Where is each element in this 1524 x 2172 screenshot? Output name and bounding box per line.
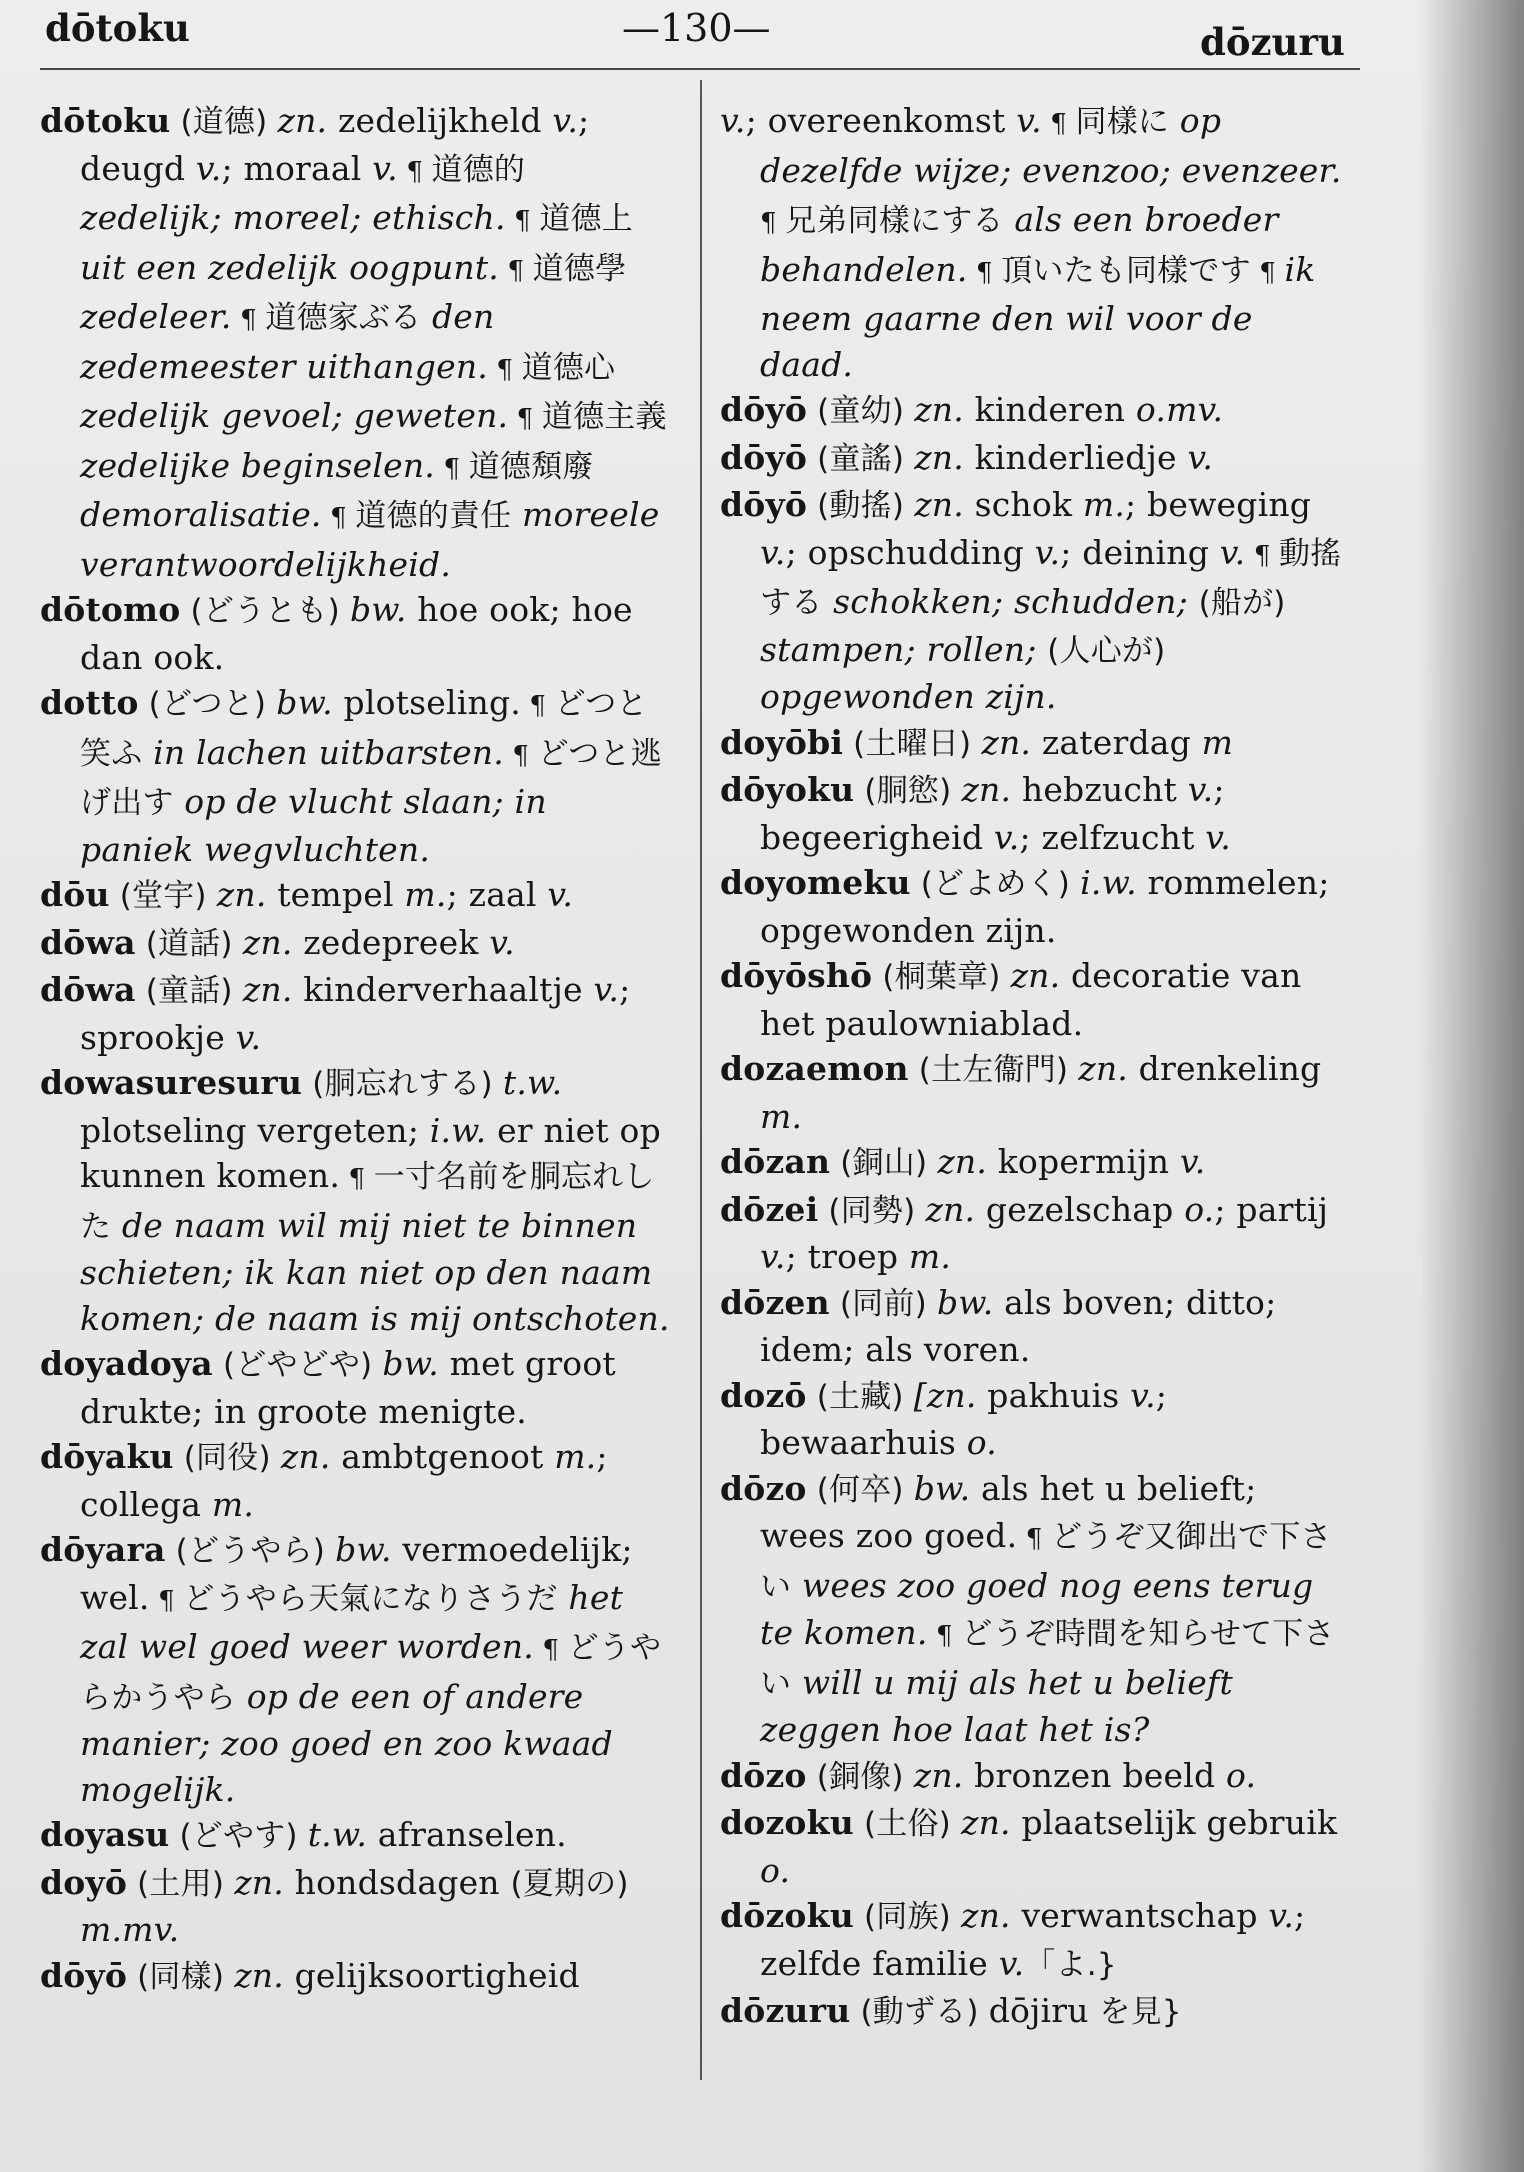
definition-text: er niet op kunnen komen. <box>80 1110 661 1195</box>
japanese-text: 一寸名前を胴忘れした <box>80 1159 655 1245</box>
headword: dōzuru <box>720 1991 851 2030</box>
definition-text: ; moraal <box>221 148 373 188</box>
example-translation: in lachen uitbarsten. <box>142 732 504 772</box>
example-translation: schokken; schudden; <box>822 582 1199 621</box>
definition-text: hondsdagen <box>283 1862 511 1902</box>
headword: doyomeku <box>720 863 911 902</box>
definition-text: zaterdag <box>1031 722 1202 762</box>
definition-text: ; zaal <box>446 875 548 914</box>
japanese-text: どうやら天氣になりさうだ <box>183 1580 558 1617</box>
japanese-text: (土曜日) <box>843 725 982 762</box>
example-translation: ik neem gaarne den wil voor de daad. <box>760 249 1316 384</box>
grammar-label: zn. <box>216 875 267 914</box>
japanese-text: (どよめく) <box>910 866 1081 902</box>
japanese-text: (どやす) <box>169 1818 308 1854</box>
dictionary-entry <box>720 482 1350 720</box>
japanese-text: どうやらかうやら <box>80 1630 662 1716</box>
dictionary-entry <box>40 1527 670 1812</box>
grammar-label: v. <box>1034 532 1061 572</box>
dictionary-entry <box>40 967 670 1060</box>
japanese-text: 道德心 <box>521 349 616 386</box>
headword: dōzen <box>720 1282 830 1322</box>
paragraph-mark: ¶ <box>520 691 555 721</box>
grammar-label: v. <box>993 817 1020 857</box>
headword: dōtoku <box>40 101 171 140</box>
grammar-label: v. <box>1187 437 1214 477</box>
headword: doyadoya <box>40 1344 213 1383</box>
running-head-right: dōzuru <box>1200 20 1345 64</box>
japanese-text: (どつと) <box>138 686 277 722</box>
definition-text: ambtgenoot <box>330 1437 555 1476</box>
definition-text: als boven; ditto; idem; als voren. <box>760 1282 1277 1369</box>
dictionary-entry <box>720 1800 1350 1893</box>
paragraph-mark: ¶ <box>505 206 540 236</box>
grammar-label: v. <box>1205 817 1231 857</box>
example-translation: zedelijk; moreel; ethisch. <box>80 198 506 237</box>
grammar-label: zn. <box>1010 956 1061 995</box>
definition-text: afranselen. <box>367 1815 567 1854</box>
grammar-label: zn. <box>961 1896 1011 1935</box>
grammar-label: v. <box>1179 1142 1206 1181</box>
dictionary-entry <box>720 1280 1350 1373</box>
paragraph-mark: ¶ <box>487 354 522 385</box>
example-translation: de naam wil mij niet te binnen schieten; ik kan niet op den naam komen; de naam is mij ontschoten. <box>80 1205 670 1338</box>
definition-text: plotseling. <box>332 683 521 722</box>
paragraph-mark: ¶ <box>503 740 538 771</box>
grammar-label: v. <box>372 148 398 188</box>
japanese-text: 道德主義 <box>541 399 667 435</box>
dictionary-entry <box>40 1953 670 2001</box>
dictionary-entry <box>40 1341 670 1434</box>
definition-text: hebzucht <box>1011 770 1188 809</box>
definition-text: ; zelfzucht <box>1019 817 1206 857</box>
japanese-text: どうぞ時間を知らせて下さい <box>760 1616 1335 1702</box>
definition-text: ; sprookje <box>80 970 631 1057</box>
japanese-text: (桐葉章) <box>872 959 1011 995</box>
grammar-label: v. <box>720 101 746 140</box>
dictionary-entry <box>40 1812 670 1860</box>
japanese-text: 道德頽廢 <box>468 448 594 485</box>
paragraph-mark: ¶ <box>231 305 266 335</box>
definition-text: drenkeling <box>1127 1049 1322 1088</box>
dictionary-entry <box>40 98 670 587</box>
example-translation: uit een zedelijk oogpunt. <box>80 247 499 287</box>
dictionary-entry <box>720 435 1350 483</box>
dictionary-entry <box>40 1060 670 1341</box>
paragraph-mark: ¶ <box>397 156 432 187</box>
japanese-text: (童謠) <box>807 440 915 477</box>
japanese-text: (土用) <box>127 1865 235 1902</box>
grammar-label: bw. <box>913 1468 971 1508</box>
definition-text: ; bewaarhuis <box>760 1375 1168 1462</box>
paragraph-mark: ¶ <box>1245 540 1280 571</box>
definition-text: bronzen beeld <box>963 1755 1227 1795</box>
grammar-label: v. <box>593 970 620 1009</box>
grammar-label: bw. <box>936 1282 994 1322</box>
definition-text: kopermijn <box>987 1142 1180 1181</box>
dictionary-entry <box>720 860 1350 953</box>
japanese-text: (動搖) <box>807 488 915 524</box>
grammar-label: t.w. <box>307 1815 368 1854</box>
japanese-text: (道德) <box>170 104 278 140</box>
paragraph-mark: ¶ <box>321 503 356 533</box>
definition-text: tempel <box>266 875 405 914</box>
japanese-text: どつと笑ふ <box>80 686 648 772</box>
grammar-label: m. <box>404 875 447 914</box>
headword: dōzo <box>720 1755 807 1795</box>
dictionary-entry <box>720 1893 1350 1988</box>
grammar-label: t.w. <box>502 1063 563 1102</box>
grammar-label: m. <box>554 1437 597 1476</box>
japanese-text: 「よ.} <box>1024 1946 1117 1983</box>
headword: dotto <box>40 683 139 722</box>
japanese-text: (道話) <box>135 925 243 962</box>
grammar-label: v. <box>1130 1375 1156 1415</box>
definition-text: ; deining <box>1060 532 1220 572</box>
definition-text: plaatselijk gebruik <box>1010 1803 1338 1842</box>
japanese-text: (胴慾) <box>854 773 962 809</box>
dictionary-entry <box>40 872 670 920</box>
example-translation: moreele verantwoordelijkheid. <box>80 495 660 584</box>
grammar-label: zn. <box>914 437 964 477</box>
paragraph-mark: ¶ <box>760 208 786 238</box>
example-translation: will u mij als het u belieft zeggen hoe laat het is? <box>760 1662 1233 1749</box>
dictionary-entry <box>720 98 1350 387</box>
paragraph-mark: ¶ <box>1017 1524 1051 1554</box>
definition-text: dōjiru <box>988 1991 1100 2030</box>
definition-text: ; beweging <box>1125 485 1312 524</box>
japanese-text: (夏期の) <box>510 1865 629 1902</box>
definition-text: gezelschap <box>975 1189 1185 1229</box>
definition-text: plotseling vergeten; <box>80 1110 430 1150</box>
japanese-text: (同前) <box>829 1285 937 1322</box>
definition-text: kinderliedje <box>963 437 1188 477</box>
example-translation: op dezelfde wijze; evenzoo; evenzeer. <box>760 101 1342 190</box>
definition-text: ; deugd <box>80 101 590 188</box>
example-translation: zedelijk gevoel; geweten. <box>80 396 509 435</box>
paragraph-mark: ¶ <box>1041 109 1076 139</box>
grammar-label: m.mv. <box>80 1910 180 1949</box>
japanese-text: (童話) <box>135 973 243 1009</box>
definition-text: verwantschap <box>1010 1896 1269 1935</box>
grammar-label: v. <box>760 532 786 572</box>
japanese-text: を見} <box>1099 1994 1182 2030</box>
headword: dozaemon <box>720 1049 909 1088</box>
grammar-label: zn. <box>961 1803 1011 1842</box>
dictionary-entry <box>720 387 1350 435</box>
dictionary-entry <box>720 1046 1350 1139</box>
paragraph-mark: ¶ <box>340 1164 374 1194</box>
grammar-label: v. <box>998 1943 1025 1983</box>
dictionary-entry <box>720 1753 1350 1801</box>
grammar-label: bw. <box>276 683 333 722</box>
dictionary-entry <box>720 1187 1350 1280</box>
japanese-text: 道德的責任 <box>355 498 512 534</box>
definition-text: met groot drukte; in groote menigte. <box>80 1344 616 1431</box>
grammar-label: o. <box>1184 1189 1215 1229</box>
example-translation: wees zoo goed nog eens terug te komen. <box>760 1565 1314 1652</box>
example-translation: demoralisatie. <box>80 495 322 534</box>
japanese-text: (同役) <box>173 1440 281 1476</box>
japanese-text: (船が) <box>1198 585 1286 621</box>
japanese-text: どつと逃げ出す <box>80 735 662 821</box>
paragraph-mark: ¶ <box>967 257 1002 288</box>
japanese-text: (人心が) <box>1047 632 1166 669</box>
grammar-label: v. <box>1219 532 1246 572</box>
example-translation: op de vlucht slaan; in paniek wegvluchten. <box>80 782 547 869</box>
paragraph-mark: ¶ <box>435 453 469 484</box>
definition-text: hoe ook; hoe dan ook. <box>80 590 633 677</box>
headword: doyasu <box>40 1815 170 1854</box>
grammar-label: v. <box>1016 101 1042 140</box>
japanese-text: (童幼) <box>807 393 915 429</box>
grammar-label: o. <box>760 1850 791 1890</box>
grammar-label: zn. <box>234 1862 284 1902</box>
dictionary-entry <box>720 720 1350 768</box>
example-translation: den zedemeester uithangen. <box>80 297 495 386</box>
paragraph-mark: ¶ <box>533 1635 568 1665</box>
example-translation: opgewonden zijn. <box>760 677 1057 716</box>
grammar-label: m. <box>211 1484 255 1524</box>
grammar-label: v. <box>1187 770 1214 809</box>
japanese-text: (動ずる) <box>850 1994 989 2030</box>
grammar-label: zn. <box>937 1142 988 1181</box>
paragraph-mark: ¶ <box>927 1621 962 1651</box>
example-translation: op de een of andere manier; zoo goed en zoo kwaad mogelijk. <box>80 1676 613 1809</box>
japanese-text: (どうとも) <box>180 593 350 629</box>
headword: dōyō <box>40 1955 128 1995</box>
dictionary-entry <box>720 1466 1350 1753</box>
grammar-label: m <box>1201 722 1234 762</box>
headword: dōyō <box>720 390 808 429</box>
japanese-text: (土左衞門) <box>908 1052 1079 1088</box>
grammar-label: zn. <box>1078 1049 1128 1088</box>
headword: dowasuresuru <box>40 1063 303 1102</box>
grammar-label: v. <box>235 1017 262 1057</box>
headword: dōzei <box>720 1189 819 1229</box>
grammar-label: zn. <box>280 1437 331 1476</box>
headword: dōyoku <box>720 770 855 809</box>
definition-text: kinderen <box>963 390 1136 429</box>
headword: dozoku <box>720 1803 854 1842</box>
dictionary-entry <box>720 1988 1350 2036</box>
grammar-label: zn. <box>277 101 328 140</box>
grammar-label: i.w. <box>1080 863 1137 902</box>
grammar-label: v. <box>1268 1896 1295 1935</box>
grammar-label: zn. <box>981 722 1032 762</box>
grammar-label: zn. <box>234 1955 284 1995</box>
example-translation: zedelijke beginselen. <box>80 445 436 485</box>
japanese-text: 道德學 <box>532 250 627 287</box>
definition-text: als het u belieft; wees zoo goed. <box>760 1468 1257 1555</box>
grammar-label: bw. <box>349 590 407 629</box>
dictionary-entry <box>40 587 670 680</box>
grammar-label: m. <box>760 1096 803 1136</box>
headword: dōyō <box>720 437 808 477</box>
japanese-text: 道德的 <box>431 151 526 188</box>
right-column <box>720 98 1350 2036</box>
paragraph-mark: ¶ <box>508 404 542 434</box>
definition-text: rommelen; opgewonden zijn. <box>760 863 1330 950</box>
headword: dōyō <box>720 485 808 524</box>
japanese-text: (銅像) <box>806 1758 914 1795</box>
definition-text: gelijksoortigheid <box>283 1955 580 1995</box>
definition-text: kinderverhaaltje <box>292 970 594 1009</box>
header-rule <box>40 68 1360 70</box>
japanese-text: 同樣に <box>1075 104 1170 140</box>
grammar-label: v. <box>547 875 574 914</box>
example-translation: zedeleer. <box>80 297 232 336</box>
japanese-text: (何卒) <box>806 1471 914 1508</box>
paragraph-mark: ¶ <box>499 255 533 286</box>
paragraph-mark: ¶ <box>149 1585 184 1616</box>
headword: dōyaku <box>40 1437 174 1476</box>
definition-text: ; collega <box>80 1437 608 1524</box>
grammar-label: zn. <box>913 1755 964 1795</box>
headword: dōwa <box>40 970 136 1009</box>
japanese-text: 動搖する <box>760 535 1342 621</box>
headword: dōzan <box>720 1142 831 1181</box>
example-translation: als een broeder behandelen. <box>760 200 1279 289</box>
dictionary-entry <box>720 1373 1350 1466</box>
definition-text: pakhuis <box>976 1375 1131 1415</box>
grammar-label: v. <box>552 101 579 140</box>
japanese-text: (銅山) <box>830 1145 938 1181</box>
japanese-text: (どうやら) <box>165 1533 336 1569</box>
headword: dōyara <box>40 1530 166 1569</box>
definition-text: ; zelfde familie <box>760 1896 1306 1983</box>
japanese-text: (どやどや) <box>212 1347 383 1383</box>
dictionary-entry <box>720 767 1350 860</box>
dictionary-entry <box>720 1139 1350 1187</box>
japanese-text: 道德上 <box>539 201 633 237</box>
left-column <box>40 98 670 2000</box>
paragraph-mark: ¶ <box>1250 257 1285 288</box>
grammar-label: i.w. <box>429 1110 487 1150</box>
example-translation: het zal wel goed weer worden. <box>80 1577 624 1666</box>
example-translation: stampen; rollen; <box>760 629 1048 669</box>
column-divider <box>700 80 702 2080</box>
headword: dōyōshō <box>720 956 873 995</box>
grammar-label: m. <box>1082 485 1126 524</box>
japanese-text: 道德家ぶる <box>265 300 422 336</box>
headword: doyō <box>40 1862 128 1902</box>
definition-text: zedelijkheld <box>327 101 553 140</box>
grammar-label: zn. <box>242 922 293 962</box>
japanese-text: (同樣) <box>127 1958 235 1995</box>
grammar-label: zn. <box>914 485 964 524</box>
grammar-label: bw. <box>382 1344 439 1383</box>
japanese-text: (土藏) <box>806 1378 914 1415</box>
japanese-text: (同族) <box>853 1899 962 1935</box>
grammar-label: [zn. <box>913 1375 977 1415</box>
grammar-label: v. <box>760 1237 786 1276</box>
definition-text: ; partij <box>1214 1189 1329 1229</box>
dictionary-entry <box>720 953 1350 1046</box>
headword: dōzoku <box>720 1896 854 1935</box>
headword: dōwa <box>40 922 136 962</box>
grammar-label: zn. <box>925 1189 976 1229</box>
grammar-label: v. <box>489 922 515 962</box>
running-head-left: dōtoku <box>45 6 190 50</box>
grammar-label: zn. <box>914 390 964 429</box>
definition-text: zedepreek <box>292 922 490 962</box>
japanese-text: どうぞ又御出で下さい <box>760 1519 1332 1605</box>
headword: dōtomo <box>40 590 181 629</box>
japanese-text: (堂宇) <box>109 878 217 914</box>
grammar-label: m. <box>908 1237 952 1276</box>
definition-text: ; troep <box>785 1237 909 1276</box>
dictionary-entry <box>40 1860 670 1953</box>
grammar-label: zn. <box>961 770 1012 809</box>
japanese-text: (土俗) <box>853 1806 962 1842</box>
japanese-text: (胴忘れする) <box>302 1066 503 1102</box>
grammar-label: o. <box>966 1423 997 1462</box>
headword: dōu <box>40 875 110 914</box>
definition-text: decoratie van het paulowniablad. <box>760 956 1302 1043</box>
dictionary-entry <box>40 920 670 968</box>
grammar-label: o. <box>1226 1755 1257 1795</box>
definition-text: vermoedelijk; wel. <box>80 1530 633 1617</box>
grammar-label: v. <box>195 148 222 188</box>
grammar-label: o.mv. <box>1135 390 1224 429</box>
grammar-label: zn. <box>242 970 293 1009</box>
japanese-text: 頂いたも同樣です <box>1001 252 1251 289</box>
definition-text: ; overeenkomst <box>745 101 1017 140</box>
definition-text: schok <box>963 485 1083 524</box>
definition-text: ; begeerigheid <box>760 770 1225 857</box>
headword: doyōbi <box>720 722 844 762</box>
page-number: —130— <box>622 6 771 50</box>
grammar-label: bw. <box>335 1530 392 1569</box>
headword: dōzo <box>720 1468 807 1508</box>
definition-text: ; opschudding <box>785 532 1035 572</box>
headword: dozō <box>720 1375 807 1415</box>
dictionary-entry <box>40 1434 670 1527</box>
japanese-text: 兄弟同樣にする <box>785 203 1004 239</box>
japanese-text: (同勢) <box>818 1192 926 1229</box>
dictionary-entry <box>40 680 670 872</box>
